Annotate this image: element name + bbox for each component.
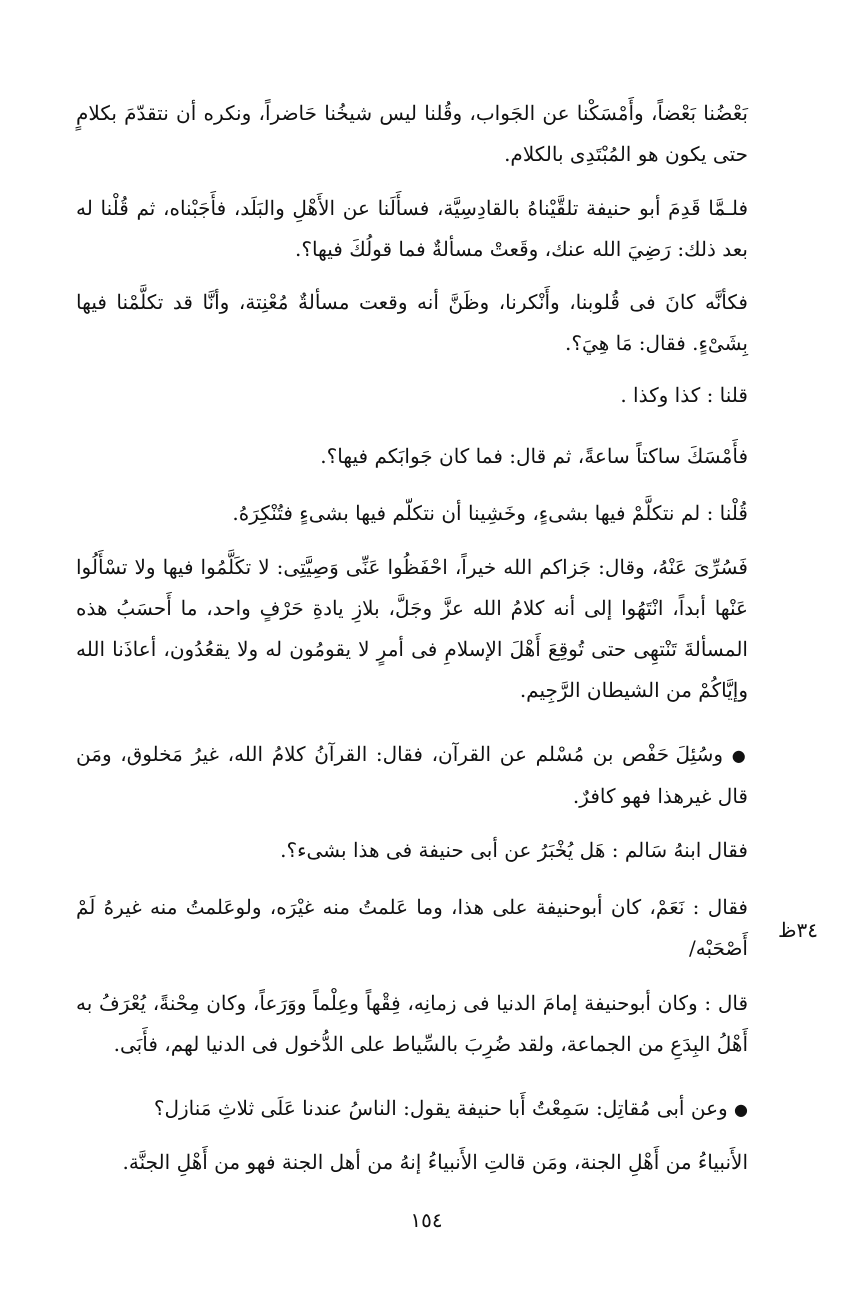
paragraph-8: [76, 734, 748, 817]
paragraph-5: فأَمْسَكَ ساكتاً ساعةً، ثم قال: فما كان جَوابَكم فيها؟.: [320, 444, 748, 468]
paragraph-3: فكأنَّه كانَ فى قُلوبنا، وأَنْكرنا، وظَنَّ أنه وقعت مسألةٌ مُعْنِتة، وأنَّا قد تكلَّمْنا فيها بِشَىْءٍ. فقال: مَا هِيَ؟.: [76, 290, 748, 355]
paragraph-7: فَسُرِّىَ عَنْهُ، وقال: جَزاكم الله خيراً، احْفَظُوا عَنِّى وَصِيَّتِى: لا تكَلَّمُوا فيها ولا تسْأَلُوا عَنْها أبداً، انْتَهُوا إلى أنه كلامُ الله عزَّ وجَلَّ، بلازِ يادةِ حَرْفٍ واحد، ما أَحسَبُ هذه المسألةَ تَنْتهِى حتى تُوقِعَ أَهْلَ الإسلامِ فى أمرٍ لا يقومُون له ولا يقعُدُون، أعاذَنا الله وإيَّاكُمْ من الشيطان الرَّجِيم.: [76, 555, 748, 702]
margin-folio-note: ٣٤ظ: [778, 918, 818, 942]
paragraph-4: قلنا : كذا وكذا .: [620, 383, 748, 407]
paragraph-10: فقال : نَعَمْ، كان أبوحنيفة على هذا، وما عَلمتُ منه غيْرَه، ولوعَلمتُ منه غيرهُ لَمْ أَصْحَبْه/: [76, 895, 748, 960]
bullet-icon: ●: [734, 1100, 748, 1119]
paragraph-9: فقال ابنهُ سَالم : هَل يُخْبَرُ عن أبى حنيفة فى هذا بشىء؟.: [280, 838, 748, 862]
paragraph-8-text: وسُئِلَ حَفْص بن مُسْلم عن القرآن، فقال: القرآنُ كلامُ الله، غيرُ مَخلوق، ومَن قال غيرهذا فهو كافرٌ.: [76, 742, 748, 808]
paragraph-12-text: وعن أبى مُقاتِل: سَمِعْتُ أَبا حنيفة يقول: الناسُ عندنا عَلَى ثلاثِ مَنازل؟: [153, 1096, 728, 1120]
paragraph-6: قُلْنا : لم نتكلَّمْ فيها بشىءٍ، وخَشِينا أن نتكلّم فيها بشىءٍ فتُنْكِرَهُ.: [232, 501, 748, 525]
paragraph-13: الأَنبياءُ من أَهْلِ الجنة، ومَن قالتِ الأَنبياءُ إنهُ من أهل الجنة فهو من أَهْلِ الجنَّة.: [122, 1150, 748, 1174]
paragraph-2: فلـمَّا قَدِمَ أبو حنيفة تلقَّيْناهُ بالقادِسِيَّة، فسأَلَنا عن الأَهْلِ والبَلَد، فأَجَبْناه، ثم قُلْنا له بعد ذلك: رَضِيَ الله عنك، وقَعتْ مسألةٌ فما قولُكَ فيها؟.: [76, 196, 748, 261]
bullet-icon: ●: [731, 746, 749, 765]
paragraph-12: [76, 1088, 748, 1130]
page-number: ١٥٤: [410, 1208, 443, 1232]
paragraph-1: بَعْضُنا بَعْضاً، وأَمْسَكْنا عن الجَواب، وقُلنا ليس شيخُنا حَاضراً، ونكره أن نتقدّمَ بكلامٍ حتى يكون هو المُبْتَدِى بالكلام.: [76, 101, 748, 166]
paragraph-11: قال : وكان أبوحنيفة إمامَ الدنيا فى زمانِه، فِقْهاً وعِلْماً ووَرَعاً، وكان مِحْنةً، يُعْرَفُ به أَهْلُ البِدَعِ من الجماعة، ولقد ضُرِبَ بالسِّياط على الدُّخول فى الدنيا لهم، فأَبَى.: [76, 991, 749, 1056]
